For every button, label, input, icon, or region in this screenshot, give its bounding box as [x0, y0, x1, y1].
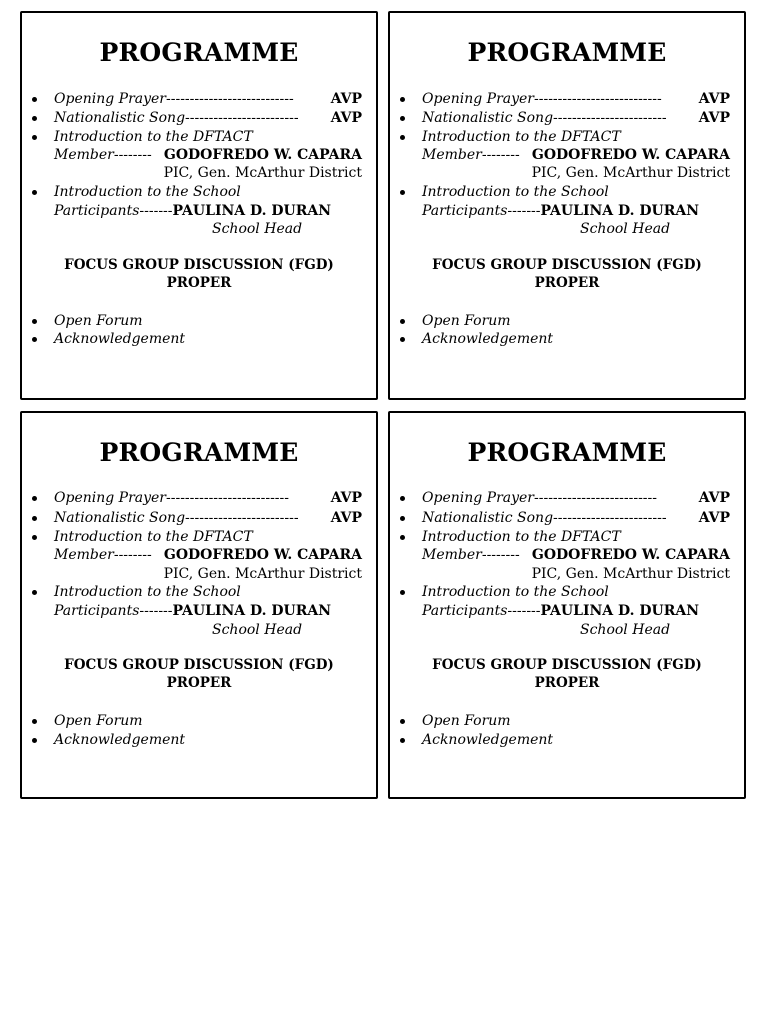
intro-school-line1: Introduction to the School	[422, 584, 609, 600]
programme-title: PROGRAMME	[467, 438, 667, 467]
leader-dashes: ------------------------	[553, 510, 667, 526]
intro-school-name: PAULINA D. DURAN	[172, 203, 332, 219]
bullet-icon	[32, 719, 37, 724]
bullet-icon	[32, 496, 37, 501]
bullet-icon	[400, 590, 405, 595]
intro-school-line1: Introduction to the School	[54, 184, 241, 200]
fgd-heading-line1: FOCUS GROUP DISCUSSION (FGD)	[64, 657, 334, 673]
opening-prayer-value: AVP	[330, 490, 362, 506]
leader-dashes: ---------------------------	[166, 91, 294, 107]
intro-school-line2	[54, 602, 331, 620]
opening-prayer-label: Opening Prayer	[54, 490, 166, 506]
fgd-heading-line2: PROPER	[534, 275, 600, 291]
nationalistic-song-value: AVP	[698, 510, 730, 526]
bullet-icon	[32, 738, 37, 743]
intro-school-line1: Introduction to the School	[54, 584, 241, 600]
intro-dftact-role: PIC, Gen. McArthur District	[531, 566, 730, 582]
bullet-icon	[400, 116, 405, 121]
leader-dashes: --------	[481, 147, 520, 163]
bullet-icon	[32, 97, 37, 102]
nationalistic-song-value: AVP	[330, 110, 362, 126]
bullet-icon	[400, 535, 405, 540]
leader-dashes: ------------------------	[185, 510, 299, 526]
bullet-icon	[32, 190, 37, 195]
intro-school-line1: Introduction to the School	[422, 184, 609, 200]
fgd-heading-line1: FOCUS GROUP DISCUSSION (FGD)	[64, 257, 334, 273]
programme-title: PROGRAMME	[467, 38, 667, 67]
programme-card	[388, 11, 746, 400]
open-forum-item: Open Forum	[54, 713, 143, 729]
bullet-icon	[32, 135, 37, 140]
intro-dftact-role: PIC, Gen. McArthur District	[531, 165, 730, 181]
intro-school-line2	[422, 202, 699, 220]
acknowledgement-item: Acknowledgement	[422, 732, 554, 748]
leader-dashes: ------------------------	[185, 110, 299, 126]
bullet-icon	[32, 516, 37, 521]
opening-prayer-label: Opening Prayer	[422, 91, 534, 107]
fgd-heading-line2: PROPER	[166, 275, 232, 291]
nationalistic-song-value: AVP	[330, 510, 362, 526]
programme-card	[20, 411, 378, 799]
acknowledgement-item: Acknowledgement	[54, 732, 186, 748]
intro-school-name: PAULINA D. DURAN	[540, 203, 700, 219]
bullet-icon	[32, 535, 37, 540]
fgd-heading-line2: PROPER	[534, 675, 600, 691]
bullet-icon	[32, 319, 37, 324]
intro-dftact-name: GODOFREDO W. CAPARA	[163, 147, 362, 163]
leader-dashes: --------	[113, 147, 152, 163]
intro-school-line2	[54, 202, 331, 220]
opening-prayer-value: AVP	[698, 91, 730, 107]
nationalistic-song-line	[422, 509, 667, 527]
nationalistic-song-label: Nationalistic Song	[54, 510, 186, 526]
intro-school-label: Participants	[422, 603, 508, 619]
fgd-heading-line1: FOCUS GROUP DISCUSSION (FGD)	[432, 257, 702, 273]
nationalistic-song-label: Nationalistic Song	[422, 510, 554, 526]
bullet-icon	[400, 337, 405, 342]
intro-school-role: School Head	[212, 622, 303, 638]
programme-card	[20, 11, 378, 400]
nationalistic-song-label: Nationalistic Song	[54, 110, 186, 126]
opening-prayer-line	[422, 90, 662, 108]
opening-prayer-value: AVP	[698, 490, 730, 506]
intro-dftact-name: GODOFREDO W. CAPARA	[163, 547, 362, 563]
opening-prayer-line	[54, 90, 294, 108]
intro-dftact-name: GODOFREDO W. CAPARA	[531, 147, 730, 163]
intro-dftact-label: Member	[422, 147, 482, 163]
leader-dashes: --------------------------	[534, 490, 657, 506]
intro-school-label: Participants	[54, 603, 140, 619]
leader-dashes: -------	[139, 203, 173, 219]
intro-school-role: School Head	[580, 622, 671, 638]
intro-dftact-line1: Introduction to the DFTACT	[54, 529, 253, 545]
bullet-icon	[32, 116, 37, 121]
programme-title: PROGRAMME	[99, 438, 299, 467]
leader-dashes: --------------------------	[166, 490, 289, 506]
fgd-heading-line2: PROPER	[166, 675, 232, 691]
open-forum-item: Open Forum	[54, 313, 143, 329]
bullet-icon	[400, 135, 405, 140]
nationalistic-song-line	[54, 509, 299, 527]
intro-dftact-role: PIC, Gen. McArthur District	[163, 566, 362, 582]
nationalistic-song-line	[422, 109, 667, 127]
intro-dftact-name: GODOFREDO W. CAPARA	[531, 547, 730, 563]
programme-card	[388, 411, 746, 799]
intro-school-name: PAULINA D. DURAN	[172, 603, 332, 619]
intro-dftact-line2	[54, 546, 152, 564]
leader-dashes: ------------------------	[553, 110, 667, 126]
leader-dashes: -------	[139, 603, 173, 619]
intro-school-label: Participants	[422, 203, 508, 219]
opening-prayer-value: AVP	[330, 91, 362, 107]
acknowledgement-item: Acknowledgement	[422, 331, 554, 347]
intro-school-role: School Head	[580, 221, 671, 237]
nationalistic-song-line	[54, 109, 299, 127]
bullet-icon	[400, 516, 405, 521]
fgd-heading-line1: FOCUS GROUP DISCUSSION (FGD)	[432, 657, 702, 673]
acknowledgement-item: Acknowledgement	[54, 331, 186, 347]
intro-dftact-line2	[422, 546, 520, 564]
opening-prayer-line	[422, 489, 657, 507]
intro-dftact-line1: Introduction to the DFTACT	[422, 529, 621, 545]
opening-prayer-line	[54, 489, 289, 507]
intro-dftact-line2	[422, 146, 520, 164]
nationalistic-song-label: Nationalistic Song	[422, 110, 554, 126]
leader-dashes: -------	[507, 603, 541, 619]
opening-prayer-label: Opening Prayer	[54, 91, 166, 107]
bullet-icon	[400, 190, 405, 195]
intro-dftact-label: Member	[422, 547, 482, 563]
intro-dftact-role: PIC, Gen. McArthur District	[163, 165, 362, 181]
intro-school-label: Participants	[54, 203, 140, 219]
intro-school-role: School Head	[212, 221, 303, 237]
leader-dashes: --------	[481, 547, 520, 563]
programme-title: PROGRAMME	[99, 38, 299, 67]
intro-school-line2	[422, 602, 699, 620]
intro-dftact-label: Member	[54, 547, 114, 563]
bullet-icon	[32, 337, 37, 342]
bullet-icon	[32, 590, 37, 595]
opening-prayer-label: Opening Prayer	[422, 490, 534, 506]
bullet-icon	[400, 319, 405, 324]
leader-dashes: -------	[507, 203, 541, 219]
leader-dashes: --------	[113, 547, 152, 563]
intro-dftact-label: Member	[54, 147, 114, 163]
intro-dftact-line1: Introduction to the DFTACT	[54, 129, 253, 145]
bullet-icon	[400, 97, 405, 102]
intro-dftact-line1: Introduction to the DFTACT	[422, 129, 621, 145]
intro-dftact-line2	[54, 146, 152, 164]
bullet-icon	[400, 496, 405, 501]
nationalistic-song-value: AVP	[698, 110, 730, 126]
bullet-icon	[400, 738, 405, 743]
bullet-icon	[400, 719, 405, 724]
open-forum-item: Open Forum	[422, 313, 511, 329]
intro-school-name: PAULINA D. DURAN	[540, 603, 700, 619]
leader-dashes: ---------------------------	[534, 91, 662, 107]
open-forum-item: Open Forum	[422, 713, 511, 729]
